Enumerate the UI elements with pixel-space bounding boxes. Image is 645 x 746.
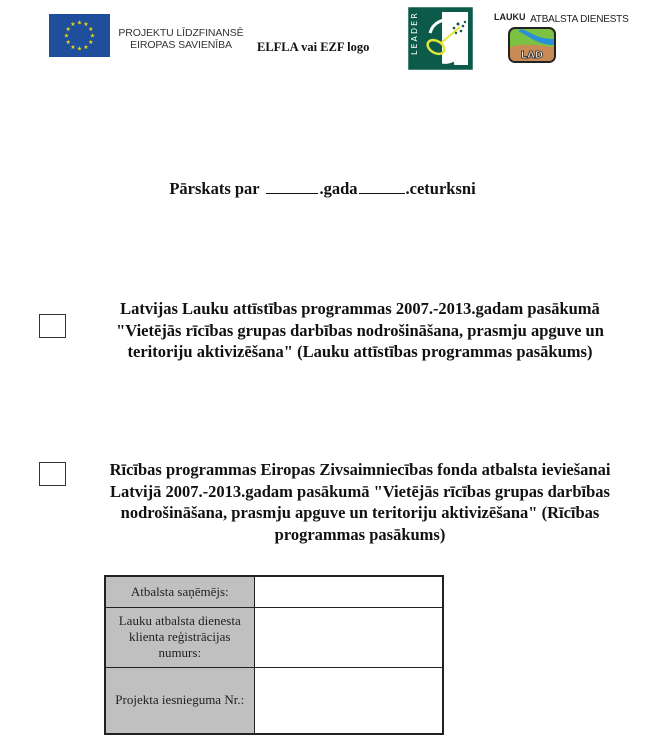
report-title [0,179,645,199]
svg-text:★: ★ [76,45,83,53]
title-middle: .gada [319,179,358,198]
option-1-label [75,298,645,363]
lad-arc-text: LAUKU [494,12,526,22]
svg-text:LEADER: LEADER [410,11,419,55]
leader-logo-icon [408,7,473,70]
option-2-checkbox[interactable] [39,462,66,486]
project-application-number-field[interactable] [254,667,443,734]
svg-text:★: ★ [88,39,94,47]
title-prefix: Pārskats par [169,179,260,198]
lad-logo-icon [508,27,556,63]
lad-title [512,14,629,25]
label-line: Lauku atbalsta dienesta [118,613,241,628]
svg-text:★: ★ [76,19,83,27]
option-2-line-4: programmas pasākums) [274,524,446,544]
svg-text:★: ★ [83,21,89,29]
eu-cofinancing-text [117,27,245,51]
table-row [105,607,443,667]
option-1-line-3: teritoriju aktivizēšana" (Lauku attīstības programmas pasākums) [127,342,593,361]
client-registration-number-field[interactable] [254,607,443,667]
client-registration-number-label [105,607,254,667]
label-line: Projekta iesnieguma Nr.: [115,692,245,708]
option-1-line-1: Latvijas Lauku attīstības programmas 2007.-2013.gadam pasākumā [120,299,600,318]
option-1-checkbox[interactable] [39,314,66,338]
beneficiary-label [105,576,254,607]
option-2-label [75,459,645,545]
svg-text:★: ★ [63,32,70,40]
svg-text:★: ★ [83,43,89,51]
lad-logo [494,10,639,65]
eu-flag-icon [49,14,110,57]
label-line: klienta reģistrācijas [129,629,231,644]
svg-text:★: ★ [65,25,71,33]
beneficiary-field[interactable] [254,576,443,607]
table-row [105,667,443,734]
title-suffix: .ceturksni [405,179,476,198]
elfla-logo-placeholder: ELFLA vai EZF logo [257,40,370,54]
svg-text:★: ★ [70,43,76,51]
table-row [105,576,443,607]
option-2-line-1: Rīcības programmas Eiropas Zivsaimniecības fonda atbalsta ieviešanai [109,460,611,479]
svg-text:★: ★ [70,21,76,29]
svg-text:★: ★ [88,25,94,33]
eu-text-line-1: PROJEKTU LĪDZFINANSĒ [118,27,244,39]
option-2-line-2: Latvijā 2007.-2013.gadam pasākumā "Vietējās rīcības grupas darbības [110,481,610,501]
label-line: numurs: [158,645,202,660]
beneficiary-info-table [104,575,444,735]
lad-title-text: ATBALSTA DIENESTS [530,14,629,25]
label-line: Atbalsta saņēmējs: [130,583,229,599]
svg-text:★: ★ [65,39,71,47]
svg-text:LAD: LAD [520,50,544,61]
year-blank-field[interactable] [266,180,318,194]
svg-text:★: ★ [89,32,96,40]
quarter-blank-field[interactable] [359,180,405,194]
option-1-line-2: "Vietējās rīcības grupas darbības nodrošināšana, prasmju apguve un [116,320,604,340]
option-2-line-3: nodrošināšana, prasmju apguve un teritoriju aktivizēšana" (Rīcības [120,503,600,522]
project-application-number-label [105,667,254,734]
eu-text-line-2: EIROPAS SAVIENĪBA [130,39,232,51]
